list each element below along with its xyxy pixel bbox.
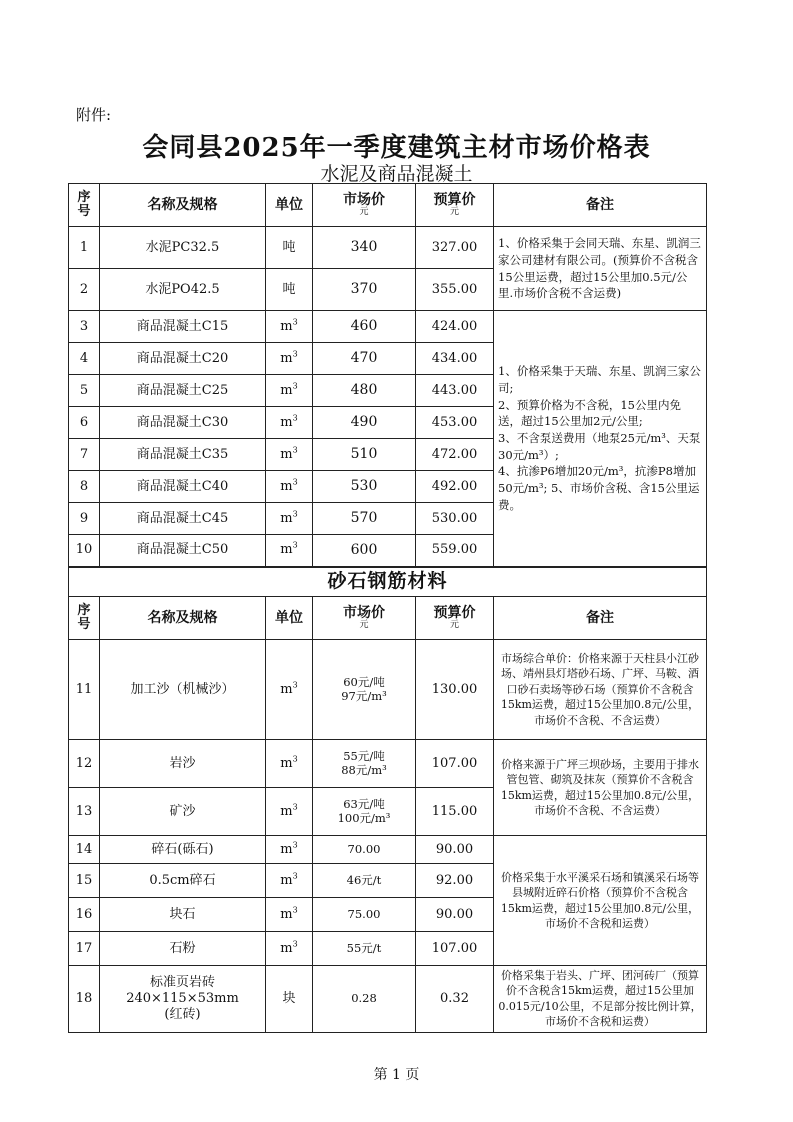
- unit-cell: $m^3$: [266, 640, 313, 740]
- row-budget-price: 107.00: [416, 740, 494, 788]
- row-number: 11: [69, 640, 100, 740]
- row-market-price: 75.00: [313, 898, 416, 932]
- row-name: 商品混凝土C45: [100, 503, 266, 535]
- row-name: 水泥PC32.5: [100, 227, 266, 269]
- header-remark: 备注: [494, 597, 707, 640]
- row-market-price: 490: [313, 407, 416, 439]
- page-number: 第 1 页: [373, 1067, 420, 1083]
- unit-cell: $m^3$: [266, 375, 313, 407]
- row-budget-price: 327.00: [416, 227, 494, 269]
- remark-cement: 1、价格采集于会同天瑞、东星、凯润三家公司建材有限公司。(预算价不含税含15公里运费，超过15公里加0.5元/公里.市场价含税不含运费): [494, 227, 707, 311]
- row-number: 8: [69, 471, 100, 503]
- unit-superscript: 3: [292, 317, 298, 327]
- unit-cell: $m^3$: [266, 788, 313, 836]
- header-budget-unit: 元: [449, 207, 459, 218]
- row-market-price: 340: [313, 227, 416, 269]
- unit-cell: $m^3$: [266, 439, 313, 471]
- header-unit: 单位: [266, 184, 313, 227]
- unit-superscript: 3: [292, 939, 298, 949]
- row-budget-price: 115.00: [416, 788, 494, 836]
- unit-superscript: 3: [292, 445, 298, 455]
- row-number: 2: [69, 269, 100, 311]
- row-market-price: 70.00: [313, 836, 416, 864]
- row-budget-price: 492.00: [416, 471, 494, 503]
- row-name: 0.5cm碎石: [100, 864, 266, 898]
- unit-superscript: 3: [292, 509, 298, 519]
- table-header-row: [69, 184, 707, 227]
- unit-cell: $m^3$: [266, 407, 313, 439]
- attachment-label: 附件:: [76, 106, 112, 124]
- table-row: [69, 311, 707, 343]
- row-number: 10: [69, 535, 100, 567]
- price-table: [68, 183, 707, 1033]
- row-budget-price: 530.00: [416, 503, 494, 535]
- header-market: 市场价 元: [313, 597, 416, 640]
- remark-sand: 市场综合单价：价格来源于天柱县小江砂场、靖州县灯塔砂石场、广坪、马鞍、酒口砂石卖场等砂石场（预算价不含税含15km运费，超过15公里加0.8元/公里，市场价不含税、不含运费）: [494, 640, 707, 740]
- unit-superscript: 3: [292, 477, 298, 487]
- row-name: 水泥PO42.5: [100, 269, 266, 311]
- unit-superscript: 3: [292, 541, 298, 551]
- header-market: 市场价 元: [313, 184, 416, 227]
- unit-superscript: 3: [292, 840, 298, 850]
- row-number: 7: [69, 439, 100, 471]
- row-name: 商品混凝土C20: [100, 343, 266, 375]
- unit-cell: 吨: [266, 227, 313, 269]
- row-market-price: 55元/吨 88元/m³: [313, 740, 416, 788]
- row-budget-price: 0.32: [416, 966, 494, 1033]
- row-name: 块石: [100, 898, 266, 932]
- unit-superscript: 3: [292, 802, 298, 812]
- unit-cell: $m^3$: [266, 343, 313, 375]
- unit-cell: $m^3$: [266, 864, 313, 898]
- header-market-unit: 元: [359, 620, 369, 631]
- row-number: 16: [69, 898, 100, 932]
- unit-cell: $m^3$: [266, 471, 313, 503]
- table-row: [69, 836, 707, 864]
- unit-cell: $m^3$: [266, 836, 313, 864]
- row-budget-price: 355.00: [416, 269, 494, 311]
- row-number: 15: [69, 864, 100, 898]
- row-market-price: 510: [313, 439, 416, 471]
- row-name: 商品混凝土C40: [100, 471, 266, 503]
- row-number: 4: [69, 343, 100, 375]
- row-budget-price: 443.00: [416, 375, 494, 407]
- unit-superscript: 3: [292, 871, 298, 881]
- header-name: 名称及规格: [100, 184, 266, 227]
- row-name: 商品混凝土C15: [100, 311, 266, 343]
- row-market-price: 46元/t: [313, 864, 416, 898]
- header-seq: 序 号: [69, 597, 100, 640]
- unit-cell: $m^3$: [266, 311, 313, 343]
- row-market-price: 480: [313, 375, 416, 407]
- row-number: 1: [69, 227, 100, 269]
- row-market-price: 55元/t: [313, 932, 416, 966]
- row-market-price: 460: [313, 311, 416, 343]
- row-budget-price: 90.00: [416, 898, 494, 932]
- unit-superscript: 3: [292, 905, 298, 915]
- row-market-price: 570: [313, 503, 416, 535]
- row-market-price: 0.28: [313, 966, 416, 1033]
- remark-stone: 价格采集于水平溪采石场和镇溪采石场等县城附近碎石价格（预算价不含税含15km运费，超过15公里加0.8元/公里，市场价不含税和运费）: [494, 836, 707, 966]
- row-name: 加工沙（机械沙）: [100, 640, 266, 740]
- row-name: 岩沙: [100, 740, 266, 788]
- section2-title: 砂石钢筋材料: [69, 567, 707, 597]
- remark-concrete: 1、价格采集于天瑞、东星、凯润三家公司; 2、预算价格为不含税，15公里内免送，超过15公里加2元/公里; 3、不含泵送费用（地泵25元/m³、天泵30元/m³）; 4、抗渗P6增加20元/m³，抗渗P8增加50元/m³; 5、市场价含税、含15公里运费。: [494, 311, 707, 567]
- row-number: 17: [69, 932, 100, 966]
- section2-title-row: [69, 567, 707, 597]
- section1-title: 水泥及商品混凝土: [320, 163, 473, 185]
- row-market-price: 470: [313, 343, 416, 375]
- row-number: 14: [69, 836, 100, 864]
- unit-cell: $m^3$: [266, 535, 313, 567]
- table-row: [69, 640, 707, 740]
- header-remark: 备注: [494, 184, 707, 227]
- row-name: 商品混凝土C25: [100, 375, 266, 407]
- header-market-unit: 元: [359, 207, 369, 218]
- table-row: [69, 227, 707, 269]
- unit-superscript: 3: [292, 754, 298, 764]
- row-number: 6: [69, 407, 100, 439]
- table-row: [69, 740, 707, 788]
- row-number: 13: [69, 788, 100, 836]
- header-name: 名称及规格: [100, 597, 266, 640]
- row-budget-price: 472.00: [416, 439, 494, 471]
- row-name: 商品混凝土C30: [100, 407, 266, 439]
- header-budget-unit: 元: [449, 620, 459, 631]
- row-number: 18: [69, 966, 100, 1033]
- row-budget-price: 92.00: [416, 864, 494, 898]
- row-name: 碎石(砾石): [100, 836, 266, 864]
- row-market-price: 530: [313, 471, 416, 503]
- row-number: 9: [69, 503, 100, 535]
- table-row: [69, 966, 707, 1033]
- unit-cell: $m^3$: [266, 503, 313, 535]
- row-market-price: 63元/吨 100元/m³: [313, 788, 416, 836]
- unit-superscript: 3: [292, 413, 298, 423]
- row-number: 3: [69, 311, 100, 343]
- row-market-price: 600: [313, 535, 416, 567]
- row-number: 5: [69, 375, 100, 407]
- header-unit: 单位: [266, 597, 313, 640]
- unit-cell: 块: [266, 966, 313, 1033]
- row-budget-price: 559.00: [416, 535, 494, 567]
- row-budget-price: 130.00: [416, 640, 494, 740]
- row-name: 矿沙: [100, 788, 266, 836]
- table-header-row: [69, 597, 707, 640]
- unit-superscript: 3: [292, 381, 298, 391]
- remark-brick: 价格采集于岩头、广坪、团河砖厂（预算价不含税含15km运费，超过15公里加0.015元/10公里，不足部分按比例计算，市场价不含税和运费）: [494, 966, 707, 1033]
- row-budget-price: 424.00: [416, 311, 494, 343]
- row-budget-price: 90.00: [416, 836, 494, 864]
- remark-yansha: 价格来源于广坪三坝砂场，主要用于排水管包管、砌筑及抹灰（预算价不含税含15km运费，超过15公里加0.8元/公里，市场价不含税、不含运费）: [494, 740, 707, 836]
- row-name: 商品混凝土C35: [100, 439, 266, 471]
- page-title: 会同县2025年一季度建筑主材市场价格表: [142, 133, 651, 163]
- header-budget: 预算价 元: [416, 597, 494, 640]
- row-budget-price: 453.00: [416, 407, 494, 439]
- unit-superscript: 3: [292, 349, 298, 359]
- row-market-price: 60元/吨 97元/m³: [313, 640, 416, 740]
- unit-cell: 吨: [266, 269, 313, 311]
- unit-superscript: 3: [292, 680, 298, 690]
- unit-cell: $m^3$: [266, 932, 313, 966]
- unit-cell: $m^3$: [266, 898, 313, 932]
- row-budget-price: 434.00: [416, 343, 494, 375]
- row-name: 石粉: [100, 932, 266, 966]
- unit-cell: $m^3$: [266, 740, 313, 788]
- row-budget-price: 107.00: [416, 932, 494, 966]
- row-number: 12: [69, 740, 100, 788]
- row-market-price: 370: [313, 269, 416, 311]
- row-name: 标准页岩砖 240×115×53mm (红砖): [100, 966, 266, 1033]
- row-name: 商品混凝土C50: [100, 535, 266, 567]
- header-budget: 预算价 元: [416, 184, 494, 227]
- header-seq: 序 号: [69, 184, 100, 227]
